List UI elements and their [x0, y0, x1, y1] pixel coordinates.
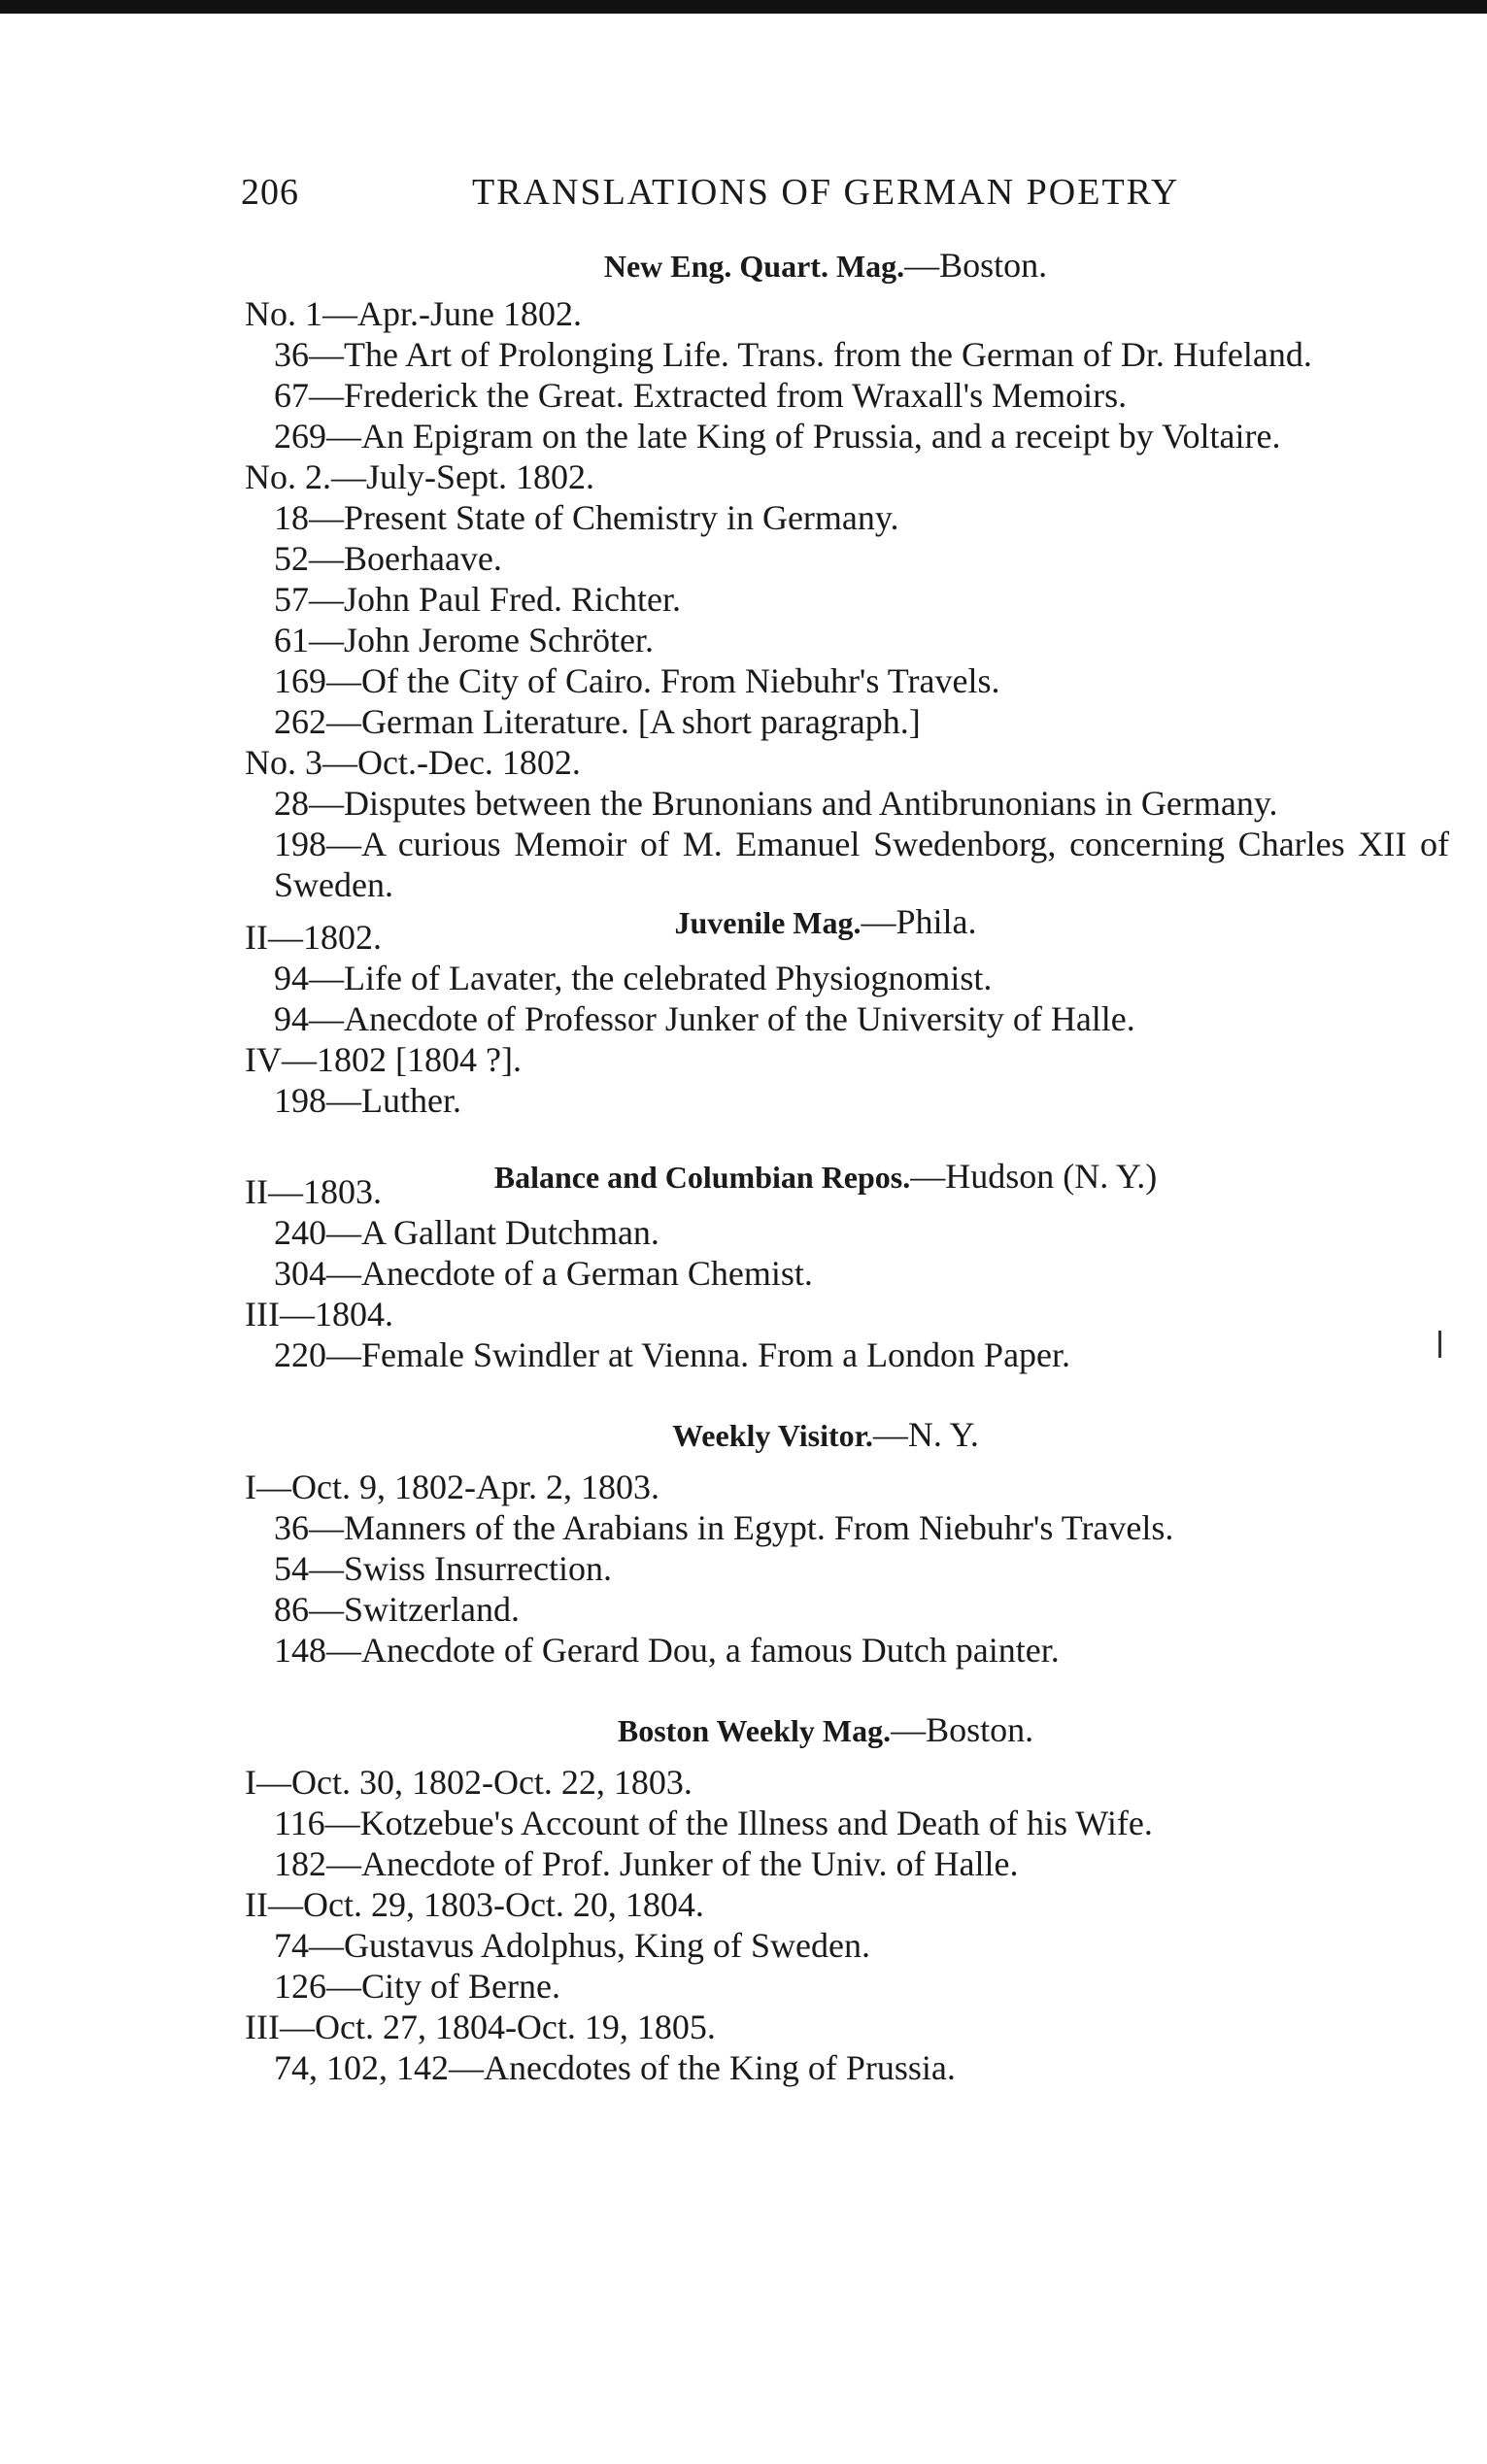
section-heading-row: [233, 902, 1457, 957]
list-item: 52—Boerhaave.: [274, 539, 502, 578]
list-item: 148—Anecdote of Gerard Dou, a famous Dutch painter.: [274, 1631, 1060, 1670]
document-page: [233, 171, 1457, 2088]
volume-label: III—Oct. 27, 1804-Oct. 19, 1805.: [245, 2008, 716, 2046]
list-item: 94—Life of Lavater, the celebrated Physiognomist.: [274, 959, 993, 997]
list-item: 74, 102, 142—Anecdotes of the King of Prussia.: [274, 2048, 956, 2087]
list-item: 198—A curious Memoir of M. Emanuel Swedenborg, concerning Charles XII of Sweden.: [274, 825, 1449, 904]
list-item: 182—Anecdote of Prof. Junker of the Univ. of Halle.: [274, 1844, 1019, 1883]
list-item: 198—Luther.: [274, 1081, 461, 1120]
list-item: 116—Kotzebue's Account of the Illness and Death of his Wife.: [274, 1804, 1153, 1842]
section-new-eng-quart-mag: [233, 245, 1457, 905]
volume-label: IV—1802 [1804 ?].: [245, 1040, 522, 1079]
section-title: Boston Weekly Mag.—Boston.: [617, 1710, 1034, 1749]
list-item: 57—John Paul Fred. Richter.: [274, 580, 681, 619]
list-item: 74—Gustavus Adolphus, King of Sweden.: [274, 1926, 870, 1965]
section-heading-row: [233, 1157, 1457, 1211]
list-item: 269—An Epigram on the late King of Prussia, and a receipt by Voltaire.: [274, 417, 1281, 456]
section-weekly-visitor: [233, 1414, 1457, 1671]
list-item: 169—Of the City of Cairo. From Niebuhr's Travels.: [274, 661, 1000, 700]
list-item: 36—Manners of the Arabians in Egypt. From Niebuhr's Travels.: [274, 1508, 1174, 1547]
section-title: Weekly Visitor.—N. Y.: [672, 1415, 979, 1454]
volume-label: I—Oct. 30, 1802-Oct. 22, 1803.: [245, 1763, 693, 1802]
list-item: 54—Swiss Insurrection.: [274, 1549, 612, 1588]
page-number: 206: [241, 172, 299, 213]
list-item: 220—Female Swindler at Vienna. From a London Paper.: [274, 1335, 1071, 1374]
section-title: Balance and Columbian Repos.—Hudson (N. Y.): [493, 1157, 1158, 1196]
volume-label: II—Oct. 29, 1803-Oct. 20, 1804.: [245, 1885, 704, 1924]
list-item: 36—The Art of Prolonging Life. Trans. from the German of Dr. Hufeland.: [274, 335, 1312, 374]
list-item: 126—City of Berne.: [274, 1967, 560, 2006]
list-item: 304—Anecdote of a German Chemist.: [274, 1254, 813, 1293]
section-balance-columbian-repos: [233, 1157, 1457, 1375]
volume-label: I—Oct. 9, 1802-Apr. 2, 1803.: [245, 1468, 659, 1506]
section-juvenile-mag: [233, 902, 1457, 1121]
volume-label: No. 3—Oct.-Dec. 1802.: [245, 743, 581, 782]
list-item: 240—A Gallant Dutchman.: [274, 1213, 659, 1252]
list-item: 262—German Literature. [A short paragraph.]: [274, 702, 921, 741]
list-item: 94—Anecdote of Professor Junker of the University of Halle.: [274, 999, 1135, 1038]
volume-label: II—1802.: [245, 918, 382, 957]
running-title: TRANSLATIONS OF GERMAN POETRY: [472, 172, 1180, 213]
list-item: 67—Frederick the Great. Extracted from Wraxall's Memoirs.: [274, 376, 1128, 415]
list-item: 28—Disputes between the Brunonians and Antibrunonians in Germany.: [274, 784, 1278, 823]
volume-label: No. 2.—July-Sept. 1802.: [245, 457, 594, 496]
section-title: Juvenile Mag.—Phila.: [674, 902, 977, 941]
section-title: New Eng. Quart. Mag.—Boston.: [603, 246, 1048, 285]
list-item: 86—Switzerland.: [274, 1590, 520, 1629]
running-head: [233, 171, 1457, 218]
list-item: 18—Present State of Chemistry in Germany.: [274, 498, 899, 537]
volume-label: III—1804.: [245, 1295, 393, 1333]
section-boston-weekly-mag: [233, 1709, 1457, 2088]
page-top-edge: [0, 0, 1487, 14]
list-item: 61—John Jerome Schröter.: [274, 621, 654, 659]
volume-label: II—1803.: [245, 1172, 382, 1211]
volume-label: No. 1—Apr.-June 1802.: [245, 294, 582, 333]
